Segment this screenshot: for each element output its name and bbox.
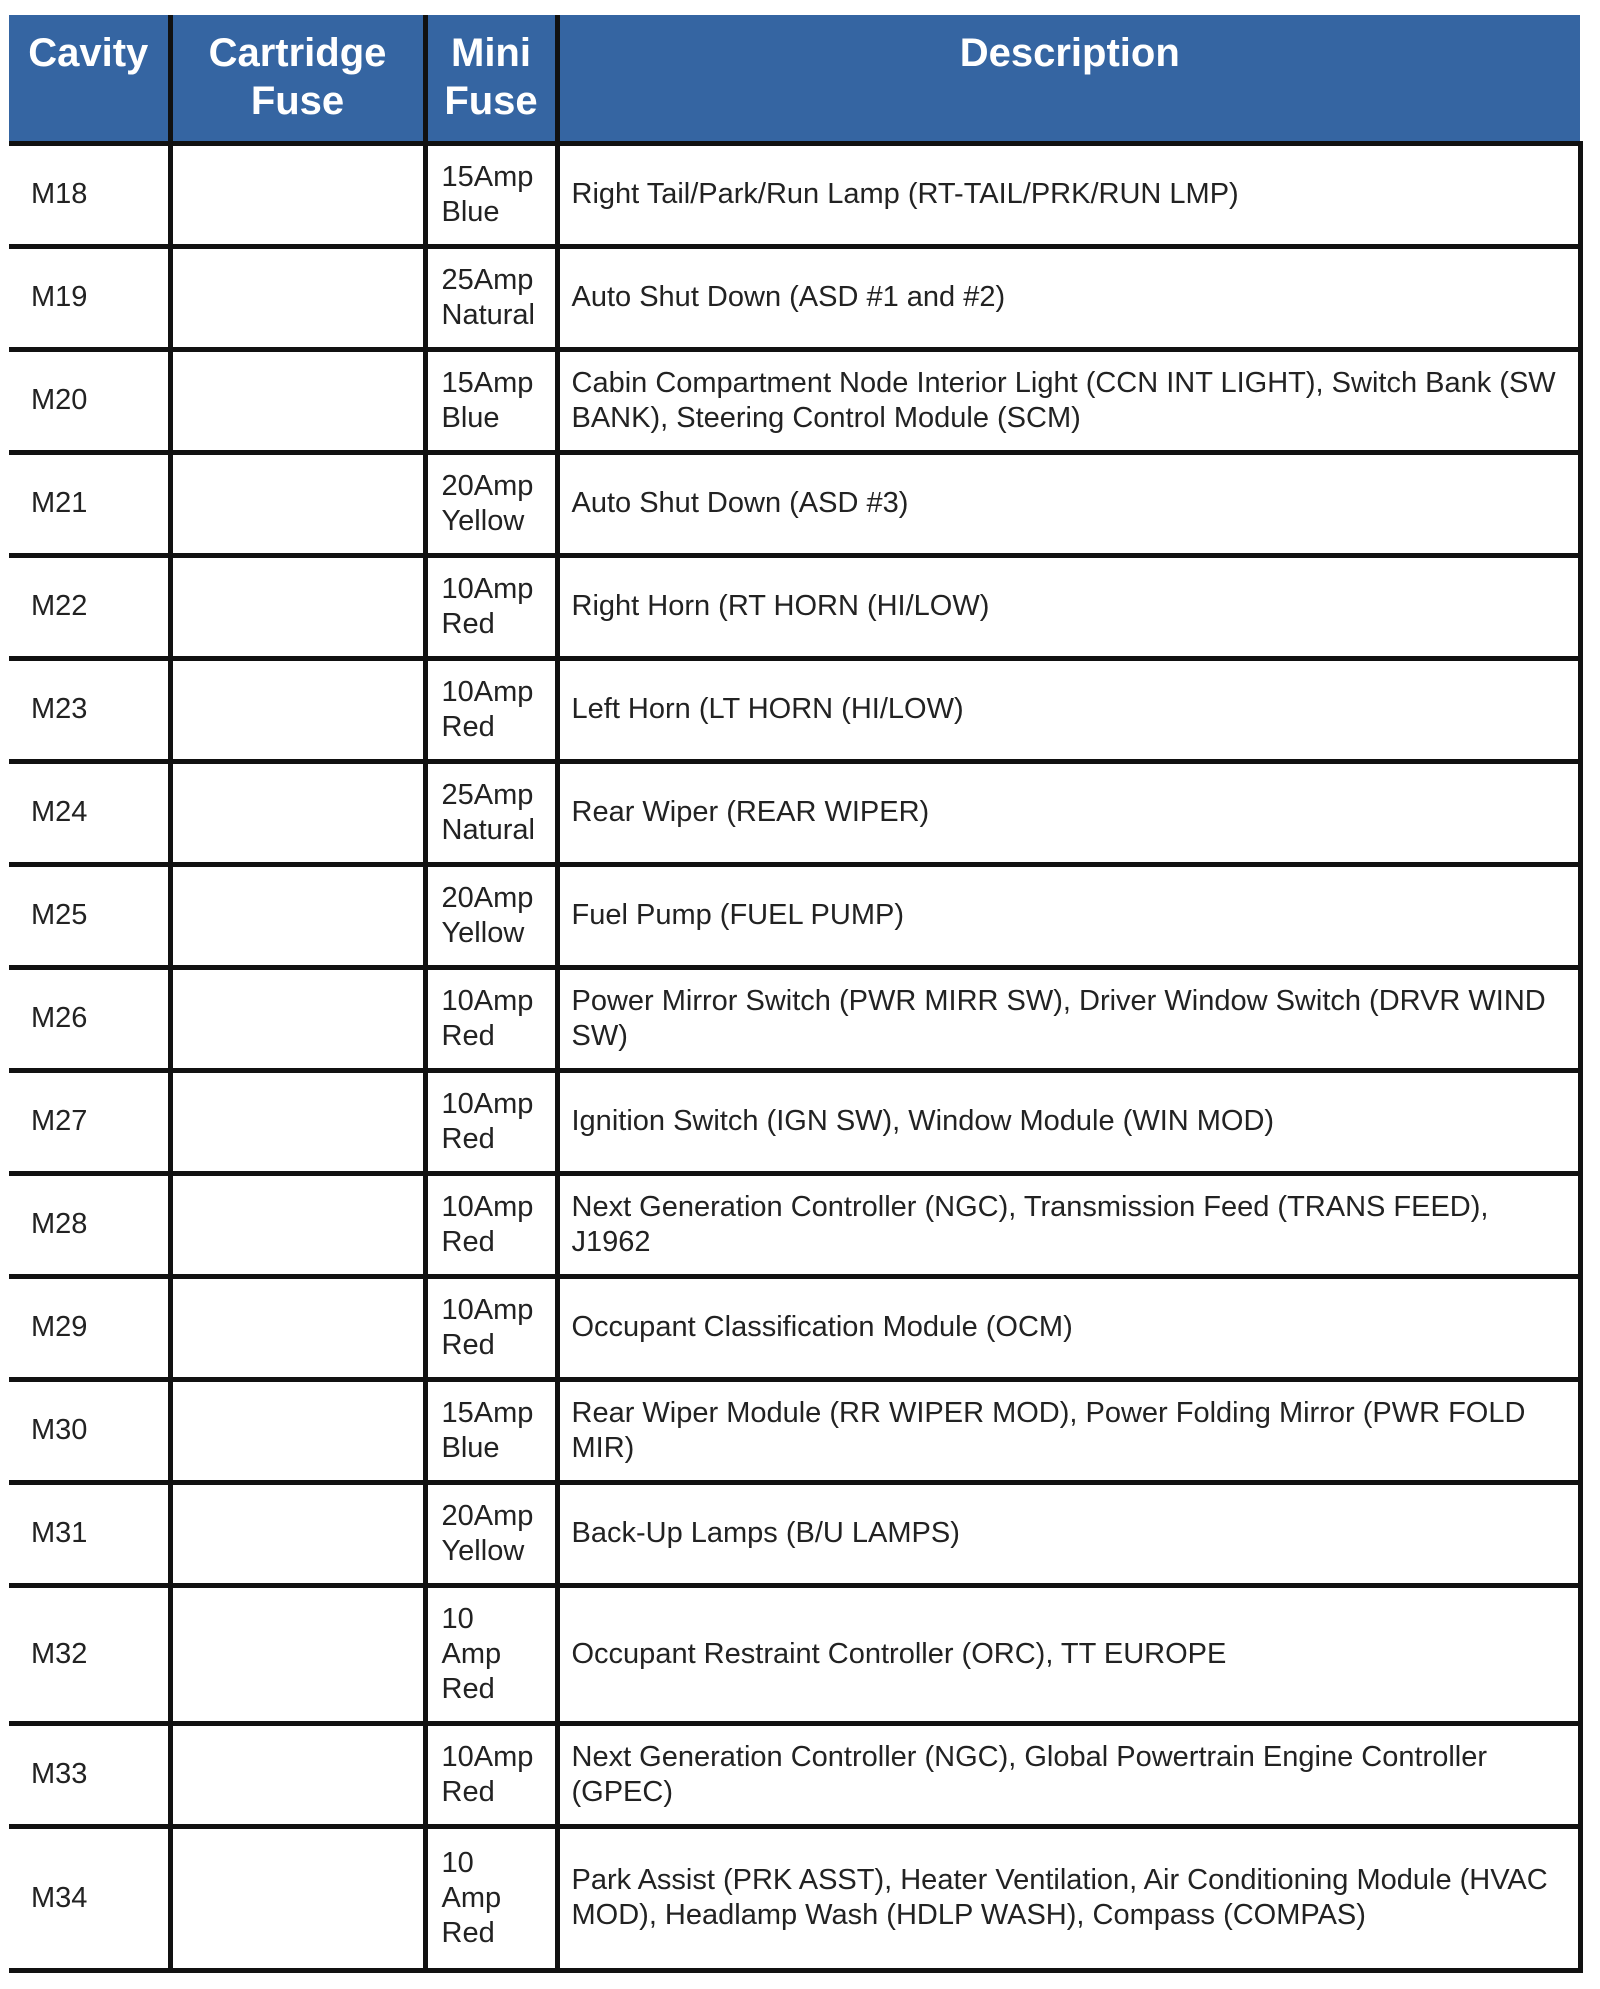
mini-fuse-cell: 10Amp Red xyxy=(425,1276,557,1379)
cartridge-fuse-cell xyxy=(170,1723,425,1826)
table-row xyxy=(9,658,1580,761)
header-description: Description xyxy=(557,15,1580,143)
cartridge-fuse-cell xyxy=(170,1276,425,1379)
cartridge-fuse-cell xyxy=(170,658,425,761)
table-row xyxy=(9,864,1580,967)
cartridge-fuse-cell xyxy=(170,864,425,967)
description-cell: Park Assist (PRK ASST), Heater Ventilation, Air Conditioning Module (HVAC MOD), Headlamp Wash (HDLP WASH), Compass (COMPAS) xyxy=(557,1826,1580,1970)
cartridge-fuse-cell xyxy=(170,452,425,555)
cavity-cell: M24 xyxy=(9,761,170,864)
description-cell: Rear Wiper (REAR WIPER) xyxy=(557,761,1580,864)
cartridge-fuse-cell xyxy=(170,555,425,658)
mini-fuse-cell: 25Amp Natural xyxy=(425,761,557,864)
cavity-cell: M23 xyxy=(9,658,170,761)
table-row xyxy=(9,761,1580,864)
table-row xyxy=(9,1276,1580,1379)
cavity-cell: M32 xyxy=(9,1585,170,1723)
cavity-cell: M27 xyxy=(9,1070,170,1173)
cavity-cell: M31 xyxy=(9,1482,170,1585)
cavity-cell: M21 xyxy=(9,452,170,555)
table-row xyxy=(9,1723,1580,1826)
cartridge-fuse-cell xyxy=(170,349,425,452)
cavity-cell: M20 xyxy=(9,349,170,452)
cartridge-fuse-cell xyxy=(170,761,425,864)
mini-fuse-cell: 10 Amp Red xyxy=(425,1826,557,1970)
mini-fuse-cell: 25Amp Natural xyxy=(425,246,557,349)
table-row xyxy=(9,1070,1580,1173)
description-cell: Occupant Restraint Controller (ORC), TT EUROPE xyxy=(557,1585,1580,1723)
mini-fuse-cell: 10Amp Red xyxy=(425,1723,557,1826)
description-cell: Back-Up Lamps (B/U LAMPS) xyxy=(557,1482,1580,1585)
description-cell: Ignition Switch (IGN SW), Window Module (WIN MOD) xyxy=(557,1070,1580,1173)
description-cell: Right Tail/Park/Run Lamp (RT-TAIL/PRK/RUN LMP) xyxy=(557,143,1580,246)
header-cavity: Cavity xyxy=(9,15,170,143)
table-row xyxy=(9,967,1580,1070)
table-row xyxy=(9,1379,1580,1482)
mini-fuse-cell: 15Amp Blue xyxy=(425,143,557,246)
header-row xyxy=(9,15,1580,143)
description-cell: Auto Shut Down (ASD #3) xyxy=(557,452,1580,555)
table-row xyxy=(9,1482,1580,1585)
description-cell: Cabin Compartment Node Interior Light (CCN INT LIGHT), Switch Bank (SW BANK), Steering Control Module (SCM) xyxy=(557,349,1580,452)
description-cell: Occupant Classification Module (OCM) xyxy=(557,1276,1580,1379)
cavity-cell: M26 xyxy=(9,967,170,1070)
description-cell: Fuel Pump (FUEL PUMP) xyxy=(557,864,1580,967)
mini-fuse-cell: 10Amp Red xyxy=(425,555,557,658)
fuse-table xyxy=(9,15,1583,1973)
description-cell: Power Mirror Switch (PWR MIRR SW), Driver Window Switch (DRVR WIND SW) xyxy=(557,967,1580,1070)
cavity-cell: M33 xyxy=(9,1723,170,1826)
table-body xyxy=(9,143,1580,1970)
cavity-cell: M29 xyxy=(9,1276,170,1379)
mini-fuse-cell: 10Amp Red xyxy=(425,658,557,761)
mini-fuse-cell: 20Amp Yellow xyxy=(425,1482,557,1585)
cartridge-fuse-cell xyxy=(170,1173,425,1276)
cavity-cell: M30 xyxy=(9,1379,170,1482)
table-row xyxy=(9,1585,1580,1723)
table-row xyxy=(9,349,1580,452)
table-header xyxy=(9,15,1580,143)
cartridge-fuse-cell xyxy=(170,143,425,246)
mini-fuse-cell: 20Amp Yellow xyxy=(425,452,557,555)
description-cell: Next Generation Controller (NGC), Global Powertrain Engine Controller (GPEC) xyxy=(557,1723,1580,1826)
cavity-cell: M22 xyxy=(9,555,170,658)
mini-fuse-cell: 10Amp Red xyxy=(425,1070,557,1173)
table-row xyxy=(9,1173,1580,1276)
header-mini-fuse: Mini Fuse xyxy=(425,15,557,143)
cartridge-fuse-cell xyxy=(170,1379,425,1482)
cartridge-fuse-cell xyxy=(170,246,425,349)
mini-fuse-cell: 10Amp Red xyxy=(425,1173,557,1276)
table-row xyxy=(9,1826,1580,1970)
table-row xyxy=(9,555,1580,658)
cavity-cell: M28 xyxy=(9,1173,170,1276)
cavity-cell: M34 xyxy=(9,1826,170,1970)
description-cell: Next Generation Controller (NGC), Transmission Feed (TRANS FEED), J1962 xyxy=(557,1173,1580,1276)
cartridge-fuse-cell xyxy=(170,1826,425,1970)
description-cell: Right Horn (RT HORN (HI/LOW) xyxy=(557,555,1580,658)
cavity-cell: M18 xyxy=(9,143,170,246)
cartridge-fuse-cell xyxy=(170,967,425,1070)
description-cell: Left Horn (LT HORN (HI/LOW) xyxy=(557,658,1580,761)
cavity-cell: M19 xyxy=(9,246,170,349)
mini-fuse-cell: 15Amp Blue xyxy=(425,349,557,452)
mini-fuse-cell: 10 Amp Red xyxy=(425,1585,557,1723)
table-row xyxy=(9,246,1580,349)
header-cartridge-fuse: Cartridge Fuse xyxy=(170,15,425,143)
description-cell: Rear Wiper Module (RR WIPER MOD), Power Folding Mirror (PWR FOLD MIR) xyxy=(557,1379,1580,1482)
cavity-cell: M25 xyxy=(9,864,170,967)
cartridge-fuse-cell xyxy=(170,1482,425,1585)
mini-fuse-cell: 15Amp Blue xyxy=(425,1379,557,1482)
cartridge-fuse-cell xyxy=(170,1070,425,1173)
mini-fuse-cell: 20Amp Yellow xyxy=(425,864,557,967)
table-row xyxy=(9,452,1580,555)
description-cell: Auto Shut Down (ASD #1 and #2) xyxy=(557,246,1580,349)
table-row xyxy=(9,143,1580,246)
mini-fuse-cell: 10Amp Red xyxy=(425,967,557,1070)
cartridge-fuse-cell xyxy=(170,1585,425,1723)
